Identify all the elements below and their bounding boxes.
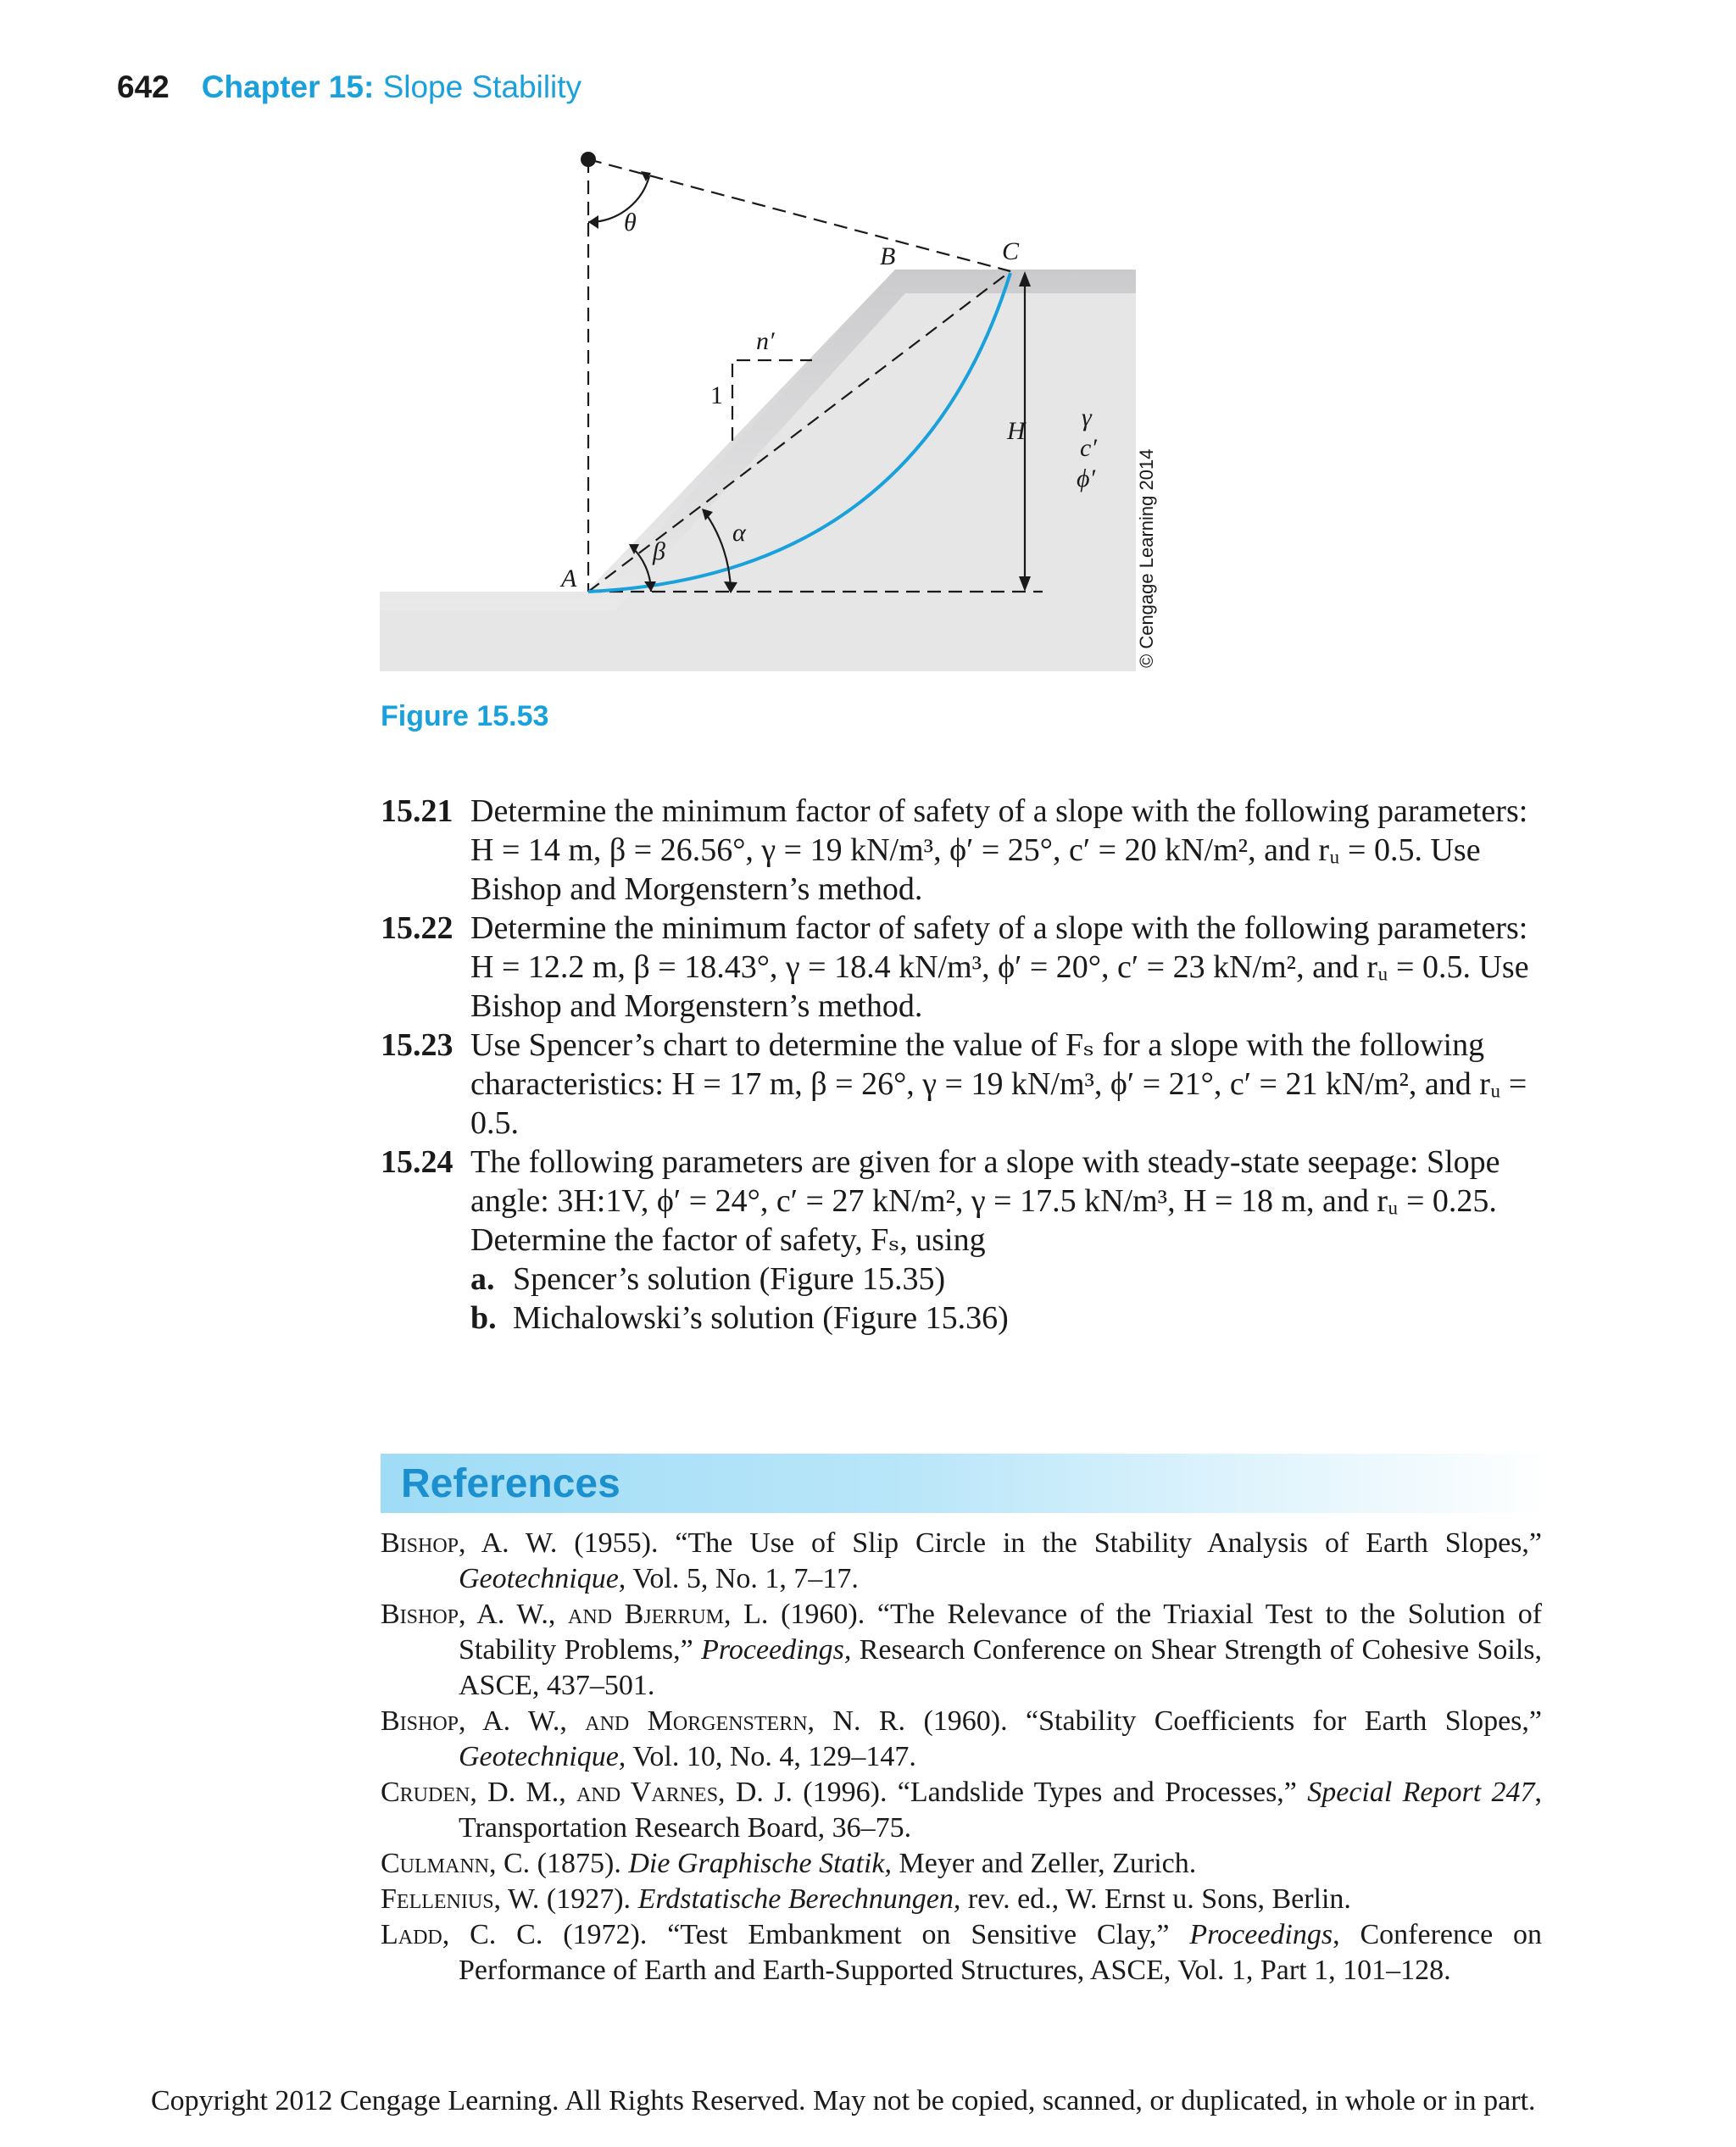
ref-journal: Geotechnique, xyxy=(459,1563,626,1594)
problem-text: The following parameters are given for a slope with steady-state seepage: Slope angle: 3H:1V, ϕ′ = 24°, c′ = 27 kN/m², γ = 17.5 kN/m³, H = 18 m, and rᵤ = 0.25. Determine the factor of safety, Fₛ, using xyxy=(470,1144,1500,1258)
ref-author: Bishop, A. W. (1955). xyxy=(381,1527,659,1559)
ref-details: , Transportation Research Board, 36–75. xyxy=(459,1777,1542,1844)
figure-caption: Figure 15.53 xyxy=(381,700,549,732)
reference-item xyxy=(381,1704,1542,1775)
problem-subitem xyxy=(470,1260,1550,1299)
label-c-prime: c′ xyxy=(1080,434,1097,462)
ref-author: Bishop, A. W., and Bjerrum, L. (1960). xyxy=(381,1599,865,1630)
problem-item xyxy=(381,909,1550,1026)
ref-author: Bishop, A. W., and Morgenstern, N. R. (1960). xyxy=(381,1705,1008,1737)
ref-details: Vol. 5, No. 1, 7–17. xyxy=(632,1563,859,1594)
problem-body xyxy=(470,1143,1550,1338)
subitem-text: Michalowski’s solution (Figure 15.36) xyxy=(513,1300,1009,1336)
label-gamma: γ xyxy=(1082,403,1092,431)
references-heading: References xyxy=(401,1461,620,1506)
ref-journal: Geotechnique, xyxy=(459,1741,626,1772)
copyright-footer: Copyright 2012 Cengage Learning. All Rights Reserved. May not be copied, scanned, or duplicated, in whole or in part. xyxy=(151,2085,1536,2116)
page-number: 642 xyxy=(117,70,170,104)
circle-center-point xyxy=(581,152,596,167)
ref-journal: Special Report 247 xyxy=(1307,1777,1535,1808)
ref-author: Fellenius, W. (1927). xyxy=(381,1883,632,1915)
ref-journal: Erdstatische Berechnungen, xyxy=(637,1883,961,1915)
slope-figure xyxy=(373,136,1157,678)
ref-details: , Conference on Performance of Earth and Earth-Supported Structures, ASCE, Vol. 1, Part 1, 101–128. xyxy=(459,1919,1543,1986)
ref-author: Ladd, C. C. (1972). xyxy=(381,1919,648,1950)
subitem-letter: a. xyxy=(470,1261,495,1297)
label-H: H xyxy=(1007,417,1026,445)
problem-list xyxy=(381,792,1550,1338)
problem-item xyxy=(381,792,1550,909)
label-A: A xyxy=(561,565,577,592)
reference-item xyxy=(381,1597,1542,1704)
label-phi-prime: ϕ′ xyxy=(1077,464,1096,492)
ref-title: “Test Embankment on Sensitive Clay,” xyxy=(667,1919,1170,1950)
label-one: 1 xyxy=(710,381,723,409)
problem-item xyxy=(381,1143,1550,1338)
running-header xyxy=(117,70,581,105)
reference-item xyxy=(381,1526,1542,1597)
ref-title: “The Relevance of the Triaxial Test to the Solution of Stability Problems,” xyxy=(459,1599,1543,1666)
theta-arrow-icon xyxy=(588,215,598,229)
ref-journal: Proceedings xyxy=(1189,1919,1333,1950)
ref-author: Cruden, D. M., and Varnes, D. J. (1996). xyxy=(381,1777,887,1808)
ref-author: Culmann, C. (1875). xyxy=(381,1848,621,1879)
problem-subitem xyxy=(470,1299,1550,1338)
ref-details: Research Conference on Shear Strength of Cohesive Soils, ASCE, 437–501. xyxy=(459,1634,1542,1701)
problem-text: Determine the minimum factor of safety of a slope with the following parameters: H = 14 m, β = 26.56°, γ = 19 kN/m³, ϕ′ = 25°, c′ = 20 kN/m², and rᵤ = 0.5. Use Bishop and Morgenstern’s method. xyxy=(470,793,1528,907)
ref-title: “Landslide Types and Processes,” xyxy=(897,1777,1297,1808)
ref-journal: Die Graphische Statik, xyxy=(628,1848,892,1879)
problem-text: Use Spencer’s chart to determine the value of Fₛ for a slope with the following characteristics: H = 17 m, β = 26°, γ = 19 kN/m³, ϕ′ = 21°, c′ = 21 kN/m², and rᵤ = 0.5. xyxy=(470,1027,1527,1141)
problem-text: Determine the minimum factor of safety of a slope with the following parameters: H = 12.2 m, β = 18.43°, γ = 18.4 kN/m³, ϕ′ = 20°, c′ = 23 kN/m², and rᵤ = 0.5. Use Bishop and Morgenstern’s method. xyxy=(470,910,1529,1024)
reference-list xyxy=(381,1526,1542,1988)
theta-arrow-icon-2 xyxy=(641,171,651,181)
ref-journal: Proceedings, xyxy=(701,1634,852,1666)
references-banner xyxy=(381,1454,1550,1513)
chapter-title: Slope Stability xyxy=(382,70,582,104)
reference-item xyxy=(381,1775,1542,1846)
ref-title: “The Use of Slip Circle in the Stability Analysis of Earth Slopes,” xyxy=(675,1527,1542,1559)
label-beta: β xyxy=(653,537,665,565)
theta-arc xyxy=(588,176,649,222)
subitem-letter: b. xyxy=(470,1300,497,1336)
label-n-prime: n′ xyxy=(756,327,775,355)
problem-number: 15.21 xyxy=(381,793,453,829)
figure-credit: © Cengage Learning 2014 xyxy=(1136,448,1157,668)
ref-title: “Stability Coefficients for Earth Slopes,” xyxy=(1026,1705,1543,1737)
radius-dashed-line xyxy=(588,159,1010,271)
label-theta: θ xyxy=(624,209,637,236)
label-C: C xyxy=(1002,237,1020,265)
reference-item xyxy=(381,1917,1542,1988)
subitem-text: Spencer’s solution (Figure 15.35) xyxy=(513,1261,946,1297)
reference-item xyxy=(381,1846,1542,1882)
reference-item xyxy=(381,1882,1542,1917)
problem-item xyxy=(381,1026,1550,1143)
label-alpha: α xyxy=(732,519,746,547)
problem-number: 15.22 xyxy=(381,910,453,946)
chapter-label: Chapter 15: xyxy=(201,70,375,104)
ref-details: Meyer and Zeller, Zurich. xyxy=(899,1848,1197,1879)
ref-details: Vol. 10, No. 4, 129–147. xyxy=(632,1741,916,1772)
problem-number: 15.24 xyxy=(381,1144,453,1180)
label-B: B xyxy=(880,242,896,270)
problem-number: 15.23 xyxy=(381,1027,453,1063)
ref-details: rev. ed., W. Ernst u. Sons, Berlin. xyxy=(967,1883,1351,1915)
